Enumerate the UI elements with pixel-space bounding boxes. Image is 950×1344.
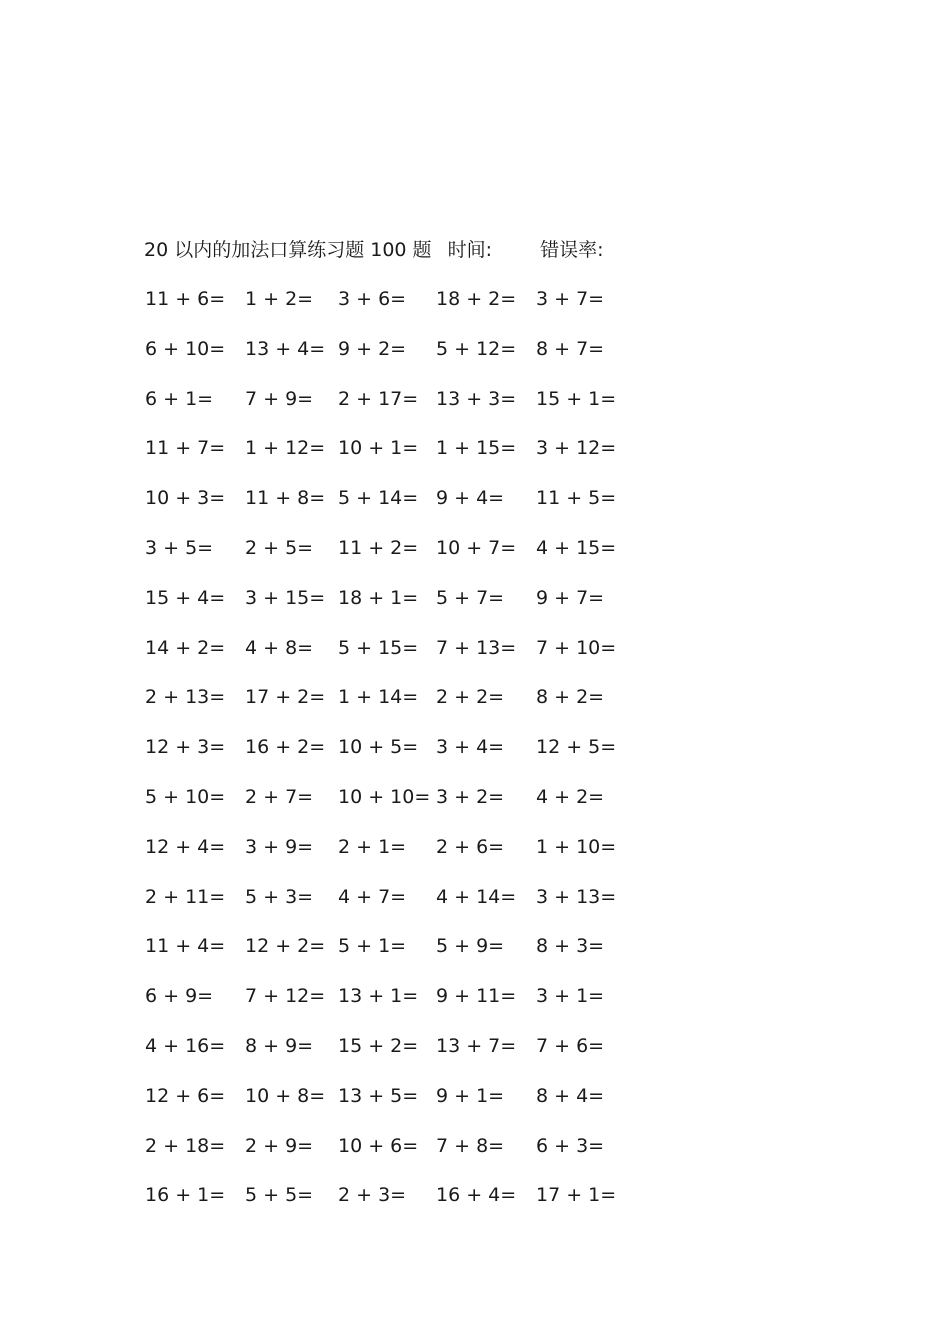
problem-item: 7 + 6= — [536, 1034, 605, 1057]
problem-item: 1 + 10= — [536, 835, 617, 858]
problem-item: 2 + 1= — [338, 835, 407, 858]
problem-item: 8 + 4= — [536, 1084, 605, 1107]
problem-item: 2 + 2= — [436, 686, 505, 709]
problem-item: 2 + 7= — [245, 785, 314, 808]
problem-item: 6 + 10= — [145, 337, 226, 360]
problem-item: 3 + 4= — [436, 736, 505, 759]
problem-item: 16 + 2= — [245, 736, 326, 759]
problem-item: 8 + 9= — [245, 1034, 314, 1057]
problem-item: 5 + 10= — [145, 785, 226, 808]
problem-item: 1 + 2= — [245, 288, 314, 310]
problem-item: 12 + 4= — [145, 835, 226, 858]
problem-item: 11 + 4= — [145, 935, 226, 958]
problem-item: 2 + 5= — [245, 536, 314, 559]
problem-item: 4 + 8= — [245, 636, 314, 659]
problem-item: 1 + 15= — [436, 437, 517, 460]
problem-item: 8 + 7= — [536, 337, 605, 360]
problem-item: 10 + 8= — [245, 1084, 326, 1107]
problem-item: 9 + 11= — [436, 985, 517, 1008]
time-label: 时间: — [447, 239, 493, 261]
problem-item: 6 + 9= — [145, 985, 214, 1008]
problem-item: 13 + 4= — [245, 337, 326, 360]
problem-item: 3 + 5= — [145, 536, 214, 559]
problem-item: 3 + 1= — [536, 985, 605, 1008]
problem-item: 16 + 1= — [145, 1184, 226, 1207]
problem-item: 3 + 13= — [536, 885, 617, 908]
problem-item: 13 + 1= — [338, 985, 419, 1008]
problem-item: 2 + 17= — [338, 387, 419, 410]
problem-item: 7 + 10= — [536, 636, 617, 659]
problem-item: 5 + 9= — [436, 935, 505, 958]
problem-item: 10 + 3= — [145, 487, 226, 510]
worksheet-title: 20 以内的加法口算练习题 100 题 — [144, 239, 432, 261]
problem-item: 2 + 11= — [145, 885, 226, 908]
problem-item: 12 + 3= — [145, 736, 226, 759]
problem-item: 3 + 6= — [338, 288, 407, 310]
problem-item: 9 + 4= — [436, 487, 505, 510]
problem-item: 5 + 7= — [436, 586, 505, 609]
problem-item: 1 + 14= — [338, 686, 419, 709]
problem-item: 15 + 2= — [338, 1034, 419, 1057]
problem-item: 12 + 5= — [536, 736, 617, 759]
problem-item: 9 + 2= — [338, 337, 407, 360]
problem-item: 12 + 2= — [245, 935, 326, 958]
problem-item: 11 + 6= — [145, 288, 226, 310]
problem-item: 4 + 14= — [436, 885, 517, 908]
problem-item: 13 + 7= — [436, 1034, 517, 1057]
problem-item: 3 + 7= — [536, 288, 605, 310]
problem-item: 6 + 1= — [145, 387, 214, 410]
problem-item: 13 + 3= — [436, 387, 517, 410]
problem-item: 1 + 12= — [245, 437, 326, 460]
problem-item: 5 + 3= — [245, 885, 314, 908]
problem-item: 12 + 6= — [145, 1084, 226, 1107]
problem-item: 4 + 15= — [536, 536, 617, 559]
problem-item: 3 + 2= — [436, 785, 505, 808]
problem-item: 3 + 15= — [245, 586, 326, 609]
problem-item: 17 + 2= — [245, 686, 326, 709]
worksheet-header — [144, 236, 603, 264]
problem-item: 7 + 13= — [436, 636, 517, 659]
problem-item: 11 + 2= — [338, 536, 419, 559]
problem-item: 6 + 3= — [536, 1134, 605, 1157]
problem-item: 8 + 3= — [536, 935, 605, 958]
problem-item: 7 + 8= — [436, 1134, 505, 1157]
problem-item: 10 + 5= — [338, 736, 419, 759]
problem-item: 11 + 7= — [145, 437, 226, 460]
problem-item: 18 + 1= — [338, 586, 419, 609]
problem-item: 13 + 5= — [338, 1084, 419, 1107]
problem-item: 4 + 2= — [536, 785, 605, 808]
problem-item: 4 + 16= — [145, 1034, 226, 1057]
problem-item: 7 + 12= — [245, 985, 326, 1008]
problem-item: 3 + 12= — [536, 437, 617, 460]
problem-item: 10 + 6= — [338, 1134, 419, 1157]
problem-item: 11 + 5= — [536, 487, 617, 510]
problem-item: 2 + 13= — [145, 686, 226, 709]
problem-item: 16 + 4= — [436, 1184, 517, 1207]
problem-item: 4 + 7= — [338, 885, 407, 908]
problem-item: 2 + 3= — [338, 1184, 407, 1207]
problem-item: 5 + 14= — [338, 487, 419, 510]
problem-item: 9 + 7= — [536, 586, 605, 609]
problem-item: 10 + 7= — [436, 536, 517, 559]
problem-item: 5 + 15= — [338, 636, 419, 659]
problem-item: 11 + 8= — [245, 487, 326, 510]
problem-item: 5 + 5= — [245, 1184, 314, 1207]
problem-item: 3 + 9= — [245, 835, 314, 858]
error-rate-label: 错误率: — [540, 239, 604, 261]
problem-item: 10 + 10= — [338, 785, 431, 808]
problem-item: 17 + 1= — [536, 1184, 617, 1207]
problem-item: 5 + 1= — [338, 935, 407, 958]
problem-item: 14 + 2= — [145, 636, 226, 659]
problem-item: 2 + 6= — [436, 835, 505, 858]
problem-item: 15 + 4= — [145, 586, 226, 609]
problem-item: 2 + 9= — [245, 1134, 314, 1157]
problem-item: 5 + 12= — [436, 337, 517, 360]
problem-item: 8 + 2= — [536, 686, 605, 709]
problem-item: 15 + 1= — [536, 387, 617, 410]
problem-item: 2 + 18= — [145, 1134, 226, 1157]
problem-item: 18 + 2= — [436, 288, 517, 310]
problem-item: 9 + 1= — [436, 1084, 505, 1107]
problem-item: 7 + 9= — [245, 387, 314, 410]
problem-item: 10 + 1= — [338, 437, 419, 460]
